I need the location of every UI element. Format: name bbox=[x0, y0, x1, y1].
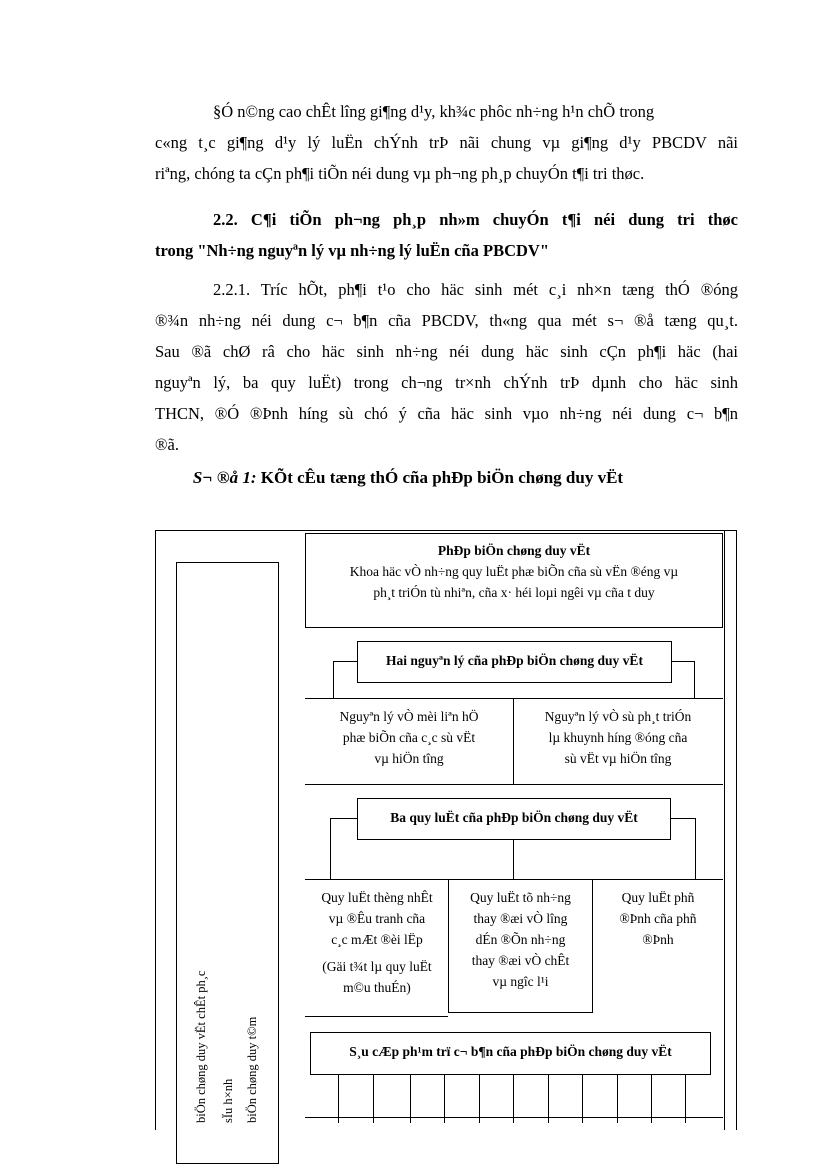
outer-frame-top bbox=[155, 530, 737, 531]
section-heading bbox=[155, 204, 738, 266]
laws-connector-left-v bbox=[330, 818, 331, 880]
cat-col-8 bbox=[582, 1074, 583, 1123]
caption-title: KÕt cÊu tæng thÓ cña phÐp biÖn chøng duy vËt bbox=[260, 468, 624, 487]
intro-line-3: riªng, chóng ta cÇn ph¶i tiÕn néi dung vµ ph¬ng ph¸p chuyÓn t¶i tri thøc. bbox=[155, 164, 645, 183]
principles-row-bottom bbox=[305, 784, 723, 785]
principle-1: Nguyªn lý vÒ mèi liªn hÖ phæ biÕn cña c¸c sù vËt vµ hiÖn tîng bbox=[339, 709, 479, 766]
intro-paragraph bbox=[155, 96, 738, 189]
principles-connector-left-h bbox=[333, 661, 358, 662]
subsection-line-5: THCN, ®Ó ®Þnh híng sù chó ý cña häc sinh vµo nh÷ng néi dung c¬ b¶n bbox=[155, 404, 738, 423]
outer-frame-right bbox=[736, 530, 737, 1130]
vertical-label-2: sÏu h×nh bbox=[221, 1078, 235, 1123]
caption-label: S¬ ®å 1: bbox=[192, 468, 257, 487]
cat-col-7 bbox=[548, 1074, 549, 1123]
top-box-line-2: ph¸t triÓn tù nhiªn, cña x· héi loµi ngêi vµ cña t duy bbox=[373, 585, 655, 600]
subsection-paragraph bbox=[155, 274, 738, 460]
law-2: Quy luËt tõ nh÷ng thay ®æi vÒ lîng dÉn ®Õn nh÷ng thay ®æi vÒ chÊt vµ ngîc l¹i bbox=[470, 890, 571, 989]
cat-col-11 bbox=[685, 1074, 686, 1123]
laws-header: Ba quy luËt cña phÐp biÖn chøng duy vËt bbox=[390, 810, 638, 825]
principles-row-top bbox=[305, 698, 723, 699]
principles-connector-right-v bbox=[694, 661, 695, 699]
subsection-line-4: nguyªn lý, ba quy luËt) trong ch¬ng tr×nh chÝnh trÞ dµnh cho häc sinh bbox=[155, 373, 738, 392]
outer-frame-left bbox=[155, 530, 156, 1130]
cat-col-1 bbox=[338, 1074, 339, 1123]
laws-connector-right-h bbox=[670, 818, 696, 819]
cat-col-3 bbox=[410, 1074, 411, 1123]
left-column-box bbox=[176, 562, 279, 1164]
top-box-title: PhÐp biÖn chøng duy vËt bbox=[437, 543, 591, 558]
diagram-caption bbox=[0, 468, 816, 488]
cat-col-2 bbox=[373, 1074, 374, 1123]
vertical-label-1: biÖn chøng duy vËt chÊt ph¸c bbox=[194, 970, 208, 1123]
laws-connector-right-v bbox=[695, 818, 696, 880]
intro-line-1: §Ó n©ng cao chÊt lîng gi¶ng d¹y, kh¾c phôc nh÷ng h¹n chÕ trong bbox=[213, 102, 655, 121]
law-1: Quy luËt thèng nhÊt vµ ®Êu tranh cña c¸c mÆt ®èi lËp (Gäi t¾t lµ quy luËt m©u thuÉn) bbox=[321, 890, 433, 995]
cat-col-4 bbox=[444, 1074, 445, 1123]
top-box-text bbox=[306, 540, 722, 603]
top-box-line-1: Khoa häc vÒ nh÷ng quy luËt phæ biÕn cña sù vËn ®éng vµ bbox=[349, 564, 679, 579]
cat-col-5 bbox=[479, 1074, 480, 1123]
law-3: Quy luËt phñ ®Þnh cña phñ ®Þnh bbox=[619, 890, 697, 947]
subsection-line-2: ®¾n nh÷ng néi dung c¬ b¶n cña PBCDV, th«ng qua mét s¬ ®å tæng qu¸t. bbox=[155, 311, 738, 330]
subsection-line-3: Sau ®ã chØ râ cho häc sinh nh÷ng néi dung häc sinh cÇn ph¶i häc (hai bbox=[155, 342, 738, 361]
laws-row-top bbox=[305, 879, 723, 880]
vertical-label-3: biÖn chøng duy t©m bbox=[245, 1016, 259, 1123]
cat-col-6 bbox=[513, 1074, 514, 1123]
laws-row-bottom-2 bbox=[448, 1012, 592, 1013]
subsection-line-6: ®ã. bbox=[155, 435, 179, 454]
section-heading-line-2: trong "Nh÷ng nguyªn lý vµ nh÷ng lý luËn cña PBCDV" bbox=[155, 241, 549, 260]
principles-header: Hai nguyªn lý cña phÐp biÖn chøng duy vËt bbox=[386, 653, 643, 668]
principles-connector-left-v bbox=[333, 661, 334, 699]
laws-connector-mid-v bbox=[513, 839, 514, 880]
categories-grid-top bbox=[305, 1117, 723, 1118]
outer-frame-inner-right bbox=[724, 530, 725, 1130]
subsection-line-1: 2.2.1. Tríc hÕt, ph¶i t¹o cho häc sinh mét c¸i nh×n tæng thÓ ®óng bbox=[213, 280, 738, 299]
laws-connector-left-h bbox=[330, 818, 358, 819]
principles-connector-right-h bbox=[671, 661, 695, 662]
principle-2: Nguyªn lý vÒ sù ph¸t triÓn lµ khuynh híng ®óng cña sù vËt vµ hiÖn tîng bbox=[544, 709, 692, 766]
cat-col-10 bbox=[651, 1074, 652, 1123]
categories-header: S¸u cÆp ph¹m trï c¬ b¶n cña phÐp biÖn chøng duy vËt bbox=[349, 1044, 672, 1059]
section-heading-line-1: 2.2. C¶i tiÕn ph¬ng ph¸p nh»m chuyÓn t¶i néi dung tri thøc bbox=[213, 210, 738, 229]
cat-col-9 bbox=[617, 1074, 618, 1123]
laws-row-bottom-1 bbox=[305, 1016, 448, 1017]
intro-line-2: c«ng t¸c gi¶ng d¹y lý luËn chÝnh trÞ nãi chung vµ gi¶ng d¹y PBCDV nãi bbox=[155, 133, 738, 152]
